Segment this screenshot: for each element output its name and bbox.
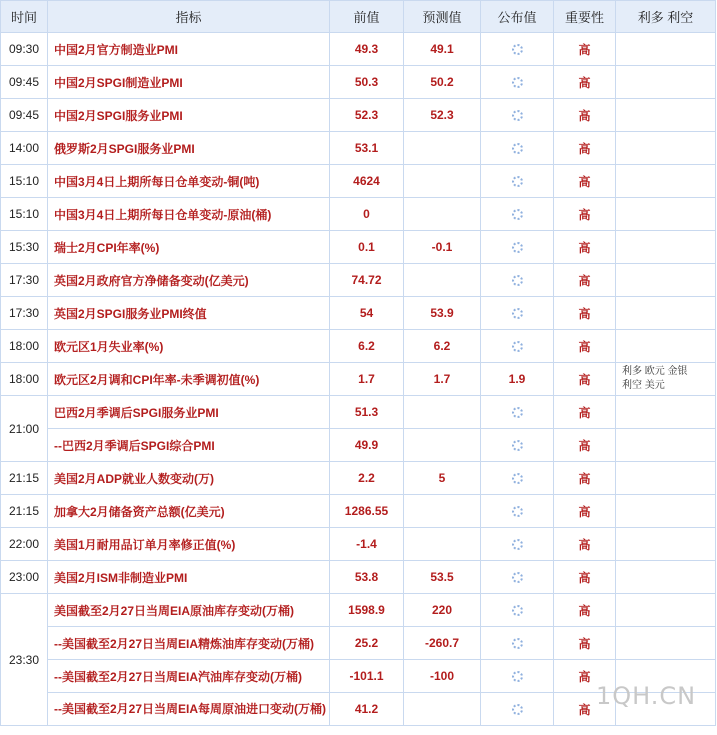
importance-cell: 高 — [554, 165, 616, 198]
actual-cell — [481, 66, 554, 99]
actual-cell — [481, 198, 554, 231]
header-forecast: 预测值 — [404, 1, 481, 33]
previous-cell: 54 — [330, 297, 404, 330]
previous-cell: 52.3 — [330, 99, 404, 132]
importance-cell: 高 — [554, 396, 616, 429]
previous-cell: 1.7 — [330, 363, 404, 396]
actual-cell — [481, 396, 554, 429]
time-cell: 09:45 — [1, 99, 48, 132]
indicator-link[interactable]: 美国2月ISM非制造业PMI — [48, 561, 330, 594]
indicator-link[interactable]: 加拿大2月储备资产总额(亿美元) — [48, 495, 330, 528]
previous-cell: 53.1 — [330, 132, 404, 165]
time-cell: 18:00 — [1, 363, 48, 396]
indicator-link[interactable]: 中国2月SPGI服务业PMI — [48, 99, 330, 132]
indicator-link[interactable]: 美国截至2月27日当周EIA原油库存变动(万桶) — [48, 594, 330, 627]
actual-cell — [481, 495, 554, 528]
indicator-link[interactable]: --巴西2月季调后SPGI综合PMI — [48, 429, 330, 462]
loading-spinner-icon — [512, 176, 523, 187]
effect-cell — [616, 231, 716, 264]
actual-cell — [481, 132, 554, 165]
table-row — [1, 165, 716, 198]
actual-cell — [481, 231, 554, 264]
loading-spinner-icon — [512, 506, 523, 517]
time-cell: 18:00 — [1, 330, 48, 363]
effect-cell — [616, 33, 716, 66]
forecast-cell — [404, 396, 481, 429]
effect-cell — [616, 594, 716, 627]
importance-cell: 高 — [554, 99, 616, 132]
loading-spinner-icon — [512, 143, 523, 154]
indicator-link[interactable]: 英国2月SPGI服务业PMI终值 — [48, 297, 330, 330]
time-cell: 15:10 — [1, 165, 48, 198]
importance-cell: 高 — [554, 264, 616, 297]
actual-cell — [481, 462, 554, 495]
table-row — [1, 462, 716, 495]
previous-cell: 0 — [330, 198, 404, 231]
effect-cell — [616, 495, 716, 528]
loading-spinner-icon — [512, 704, 523, 715]
table-row — [1, 99, 716, 132]
importance-cell: 高 — [554, 528, 616, 561]
indicator-link[interactable]: --美国截至2月27日当周EIA汽油库存变动(万桶) — [48, 660, 330, 693]
time-cell: 23:30 — [1, 594, 48, 726]
previous-cell: 0.1 — [330, 231, 404, 264]
indicator-link[interactable]: 欧元区2月调和CPI年率-未季调初值(%) — [48, 363, 330, 396]
previous-cell: 53.8 — [330, 561, 404, 594]
actual-cell — [481, 33, 554, 66]
forecast-cell — [404, 429, 481, 462]
previous-cell: 25.2 — [330, 627, 404, 660]
effect-cell — [616, 132, 716, 165]
importance-cell: 高 — [554, 33, 616, 66]
effect-cell — [616, 396, 716, 429]
time-cell: 21:15 — [1, 495, 48, 528]
importance-cell: 高 — [554, 330, 616, 363]
indicator-link[interactable]: 美国2月ADP就业人数变动(万) — [48, 462, 330, 495]
indicator-link[interactable]: --美国截至2月27日当周EIA每周原油进口变动(万桶) — [48, 693, 330, 726]
loading-spinner-icon — [512, 110, 523, 121]
loading-spinner-icon — [512, 440, 523, 451]
table-row — [1, 429, 716, 462]
indicator-link[interactable]: 俄罗斯2月SPGI服务业PMI — [48, 132, 330, 165]
previous-cell: 51.3 — [330, 396, 404, 429]
actual-cell — [481, 99, 554, 132]
effect-cell — [616, 165, 716, 198]
forecast-cell: 220 — [404, 594, 481, 627]
importance-cell: 高 — [554, 594, 616, 627]
time-cell: 09:45 — [1, 66, 48, 99]
table-row — [1, 396, 716, 429]
actual-cell — [481, 693, 554, 726]
forecast-cell: 5 — [404, 462, 481, 495]
importance-cell: 高 — [554, 693, 616, 726]
importance-cell: 高 — [554, 429, 616, 462]
effect-cell — [616, 528, 716, 561]
previous-cell: 1598.9 — [330, 594, 404, 627]
header-previous: 前值 — [330, 1, 404, 33]
watermark: 1QH.CN — [596, 682, 697, 710]
loading-spinner-icon — [512, 473, 523, 484]
actual-cell — [481, 330, 554, 363]
importance-cell: 高 — [554, 231, 616, 264]
header-time: 时间 — [1, 1, 48, 33]
time-cell: 15:30 — [1, 231, 48, 264]
indicator-link[interactable]: 欧元区1月失业率(%) — [48, 330, 330, 363]
indicator-link[interactable]: 瑞士2月CPI年率(%) — [48, 231, 330, 264]
loading-spinner-icon — [512, 77, 523, 88]
time-cell: 09:30 — [1, 33, 48, 66]
forecast-cell: 53.5 — [404, 561, 481, 594]
loading-spinner-icon — [512, 308, 523, 319]
table-row — [1, 264, 716, 297]
effect-bearish: 利空 美元 — [622, 380, 665, 391]
effect-cell — [616, 429, 716, 462]
loading-spinner-icon — [512, 242, 523, 253]
indicator-link[interactable]: 中国3月4日上期所每日仓单变动-铜(吨) — [48, 165, 330, 198]
importance-cell: 高 — [554, 627, 616, 660]
actual-cell — [481, 528, 554, 561]
forecast-cell: 52.3 — [404, 99, 481, 132]
forecast-cell — [404, 132, 481, 165]
effect-bullish: 利多 欧元 金银 — [622, 366, 688, 377]
forecast-cell — [404, 165, 481, 198]
forecast-cell: -0.1 — [404, 231, 481, 264]
forecast-cell: 6.2 — [404, 330, 481, 363]
forecast-cell — [404, 264, 481, 297]
previous-cell: 6.2 — [330, 330, 404, 363]
previous-cell: 41.2 — [330, 693, 404, 726]
previous-cell: -1.4 — [330, 528, 404, 561]
previous-cell: 4624 — [330, 165, 404, 198]
actual-cell — [481, 264, 554, 297]
actual-cell — [481, 660, 554, 693]
table-row — [1, 363, 716, 396]
time-cell: 21:15 — [1, 462, 48, 495]
indicator-link[interactable]: 中国2月SPGI制造业PMI — [48, 66, 330, 99]
forecast-cell: 49.1 — [404, 33, 481, 66]
loading-spinner-icon — [512, 341, 523, 352]
indicator-link[interactable]: 中国3月4日上期所每日仓单变动-原油(桶) — [48, 198, 330, 231]
table-row — [1, 561, 716, 594]
previous-cell: 1286.55 — [330, 495, 404, 528]
previous-cell: 49.9 — [330, 429, 404, 462]
effect-cell — [616, 561, 716, 594]
previous-cell: 50.3 — [330, 66, 404, 99]
forecast-cell: 1.7 — [404, 363, 481, 396]
indicator-link[interactable]: 美国1月耐用品订单月率修正值(%) — [48, 528, 330, 561]
loading-spinner-icon — [512, 44, 523, 55]
table-row — [1, 594, 716, 627]
previous-cell: 49.3 — [330, 33, 404, 66]
header-row — [1, 1, 716, 33]
table-row — [1, 627, 716, 660]
forecast-cell: 53.9 — [404, 297, 481, 330]
importance-cell: 高 — [554, 297, 616, 330]
forecast-cell — [404, 495, 481, 528]
importance-cell: 高 — [554, 66, 616, 99]
importance-cell: 高 — [554, 198, 616, 231]
forecast-cell: 50.2 — [404, 66, 481, 99]
time-cell: 17:30 — [1, 264, 48, 297]
time-cell: 14:00 — [1, 132, 48, 165]
table-row — [1, 495, 716, 528]
table-row — [1, 297, 716, 330]
loading-spinner-icon — [512, 671, 523, 682]
effect-cell — [616, 198, 716, 231]
time-cell: 17:30 — [1, 297, 48, 330]
actual-cell — [481, 627, 554, 660]
effect-cell — [616, 264, 716, 297]
loading-spinner-icon — [512, 275, 523, 286]
time-cell: 23:00 — [1, 561, 48, 594]
forecast-cell: -100 — [404, 660, 481, 693]
loading-spinner-icon — [512, 209, 523, 220]
indicator-link[interactable]: --美国截至2月27日当周EIA精炼油库存变动(万桶) — [48, 627, 330, 660]
table-row — [1, 66, 716, 99]
table-row — [1, 132, 716, 165]
effect-cell — [616, 66, 716, 99]
header-actual: 公布值 — [481, 1, 554, 33]
importance-cell: 高 — [554, 561, 616, 594]
effect-cell — [616, 99, 716, 132]
actual-cell — [481, 561, 554, 594]
indicator-link[interactable]: 巴西2月季调后SPGI服务业PMI — [48, 396, 330, 429]
importance-cell: 高 — [554, 660, 616, 693]
importance-cell: 高 — [554, 363, 616, 396]
importance-cell: 高 — [554, 132, 616, 165]
previous-cell: -101.1 — [330, 660, 404, 693]
previous-cell: 2.2 — [330, 462, 404, 495]
loading-spinner-icon — [512, 605, 523, 616]
loading-spinner-icon — [512, 572, 523, 583]
indicator-link[interactable]: 英国2月政府官方净储备变动(亿美元) — [48, 264, 330, 297]
forecast-cell — [404, 693, 481, 726]
actual-cell: 1.9 — [481, 363, 554, 396]
forecast-cell — [404, 198, 481, 231]
actual-cell — [481, 594, 554, 627]
header-indicator: 指标 — [48, 1, 330, 33]
effect-cell — [616, 297, 716, 330]
table-row — [1, 528, 716, 561]
forecast-cell — [404, 528, 481, 561]
actual-cell — [481, 429, 554, 462]
effect-cell — [616, 462, 716, 495]
importance-cell: 高 — [554, 495, 616, 528]
indicator-link[interactable]: 中国2月官方制造业PMI — [48, 33, 330, 66]
loading-spinner-icon — [512, 539, 523, 550]
importance-cell: 高 — [554, 462, 616, 495]
table-row — [1, 198, 716, 231]
time-cell: 15:10 — [1, 198, 48, 231]
loading-spinner-icon — [512, 407, 523, 418]
effect-cell — [616, 627, 716, 660]
header-importance: 重要性 — [554, 1, 616, 33]
time-cell: 21:00 — [1, 396, 48, 462]
effect-cell — [616, 363, 716, 396]
forecast-cell: -260.7 — [404, 627, 481, 660]
table-row — [1, 33, 716, 66]
time-cell: 22:00 — [1, 528, 48, 561]
table-row — [1, 231, 716, 264]
table-row — [1, 330, 716, 363]
header-effect: 利多 利空 — [616, 1, 716, 33]
actual-cell — [481, 165, 554, 198]
loading-spinner-icon — [512, 638, 523, 649]
previous-cell: 74.72 — [330, 264, 404, 297]
effect-cell — [616, 330, 716, 363]
actual-cell — [481, 297, 554, 330]
